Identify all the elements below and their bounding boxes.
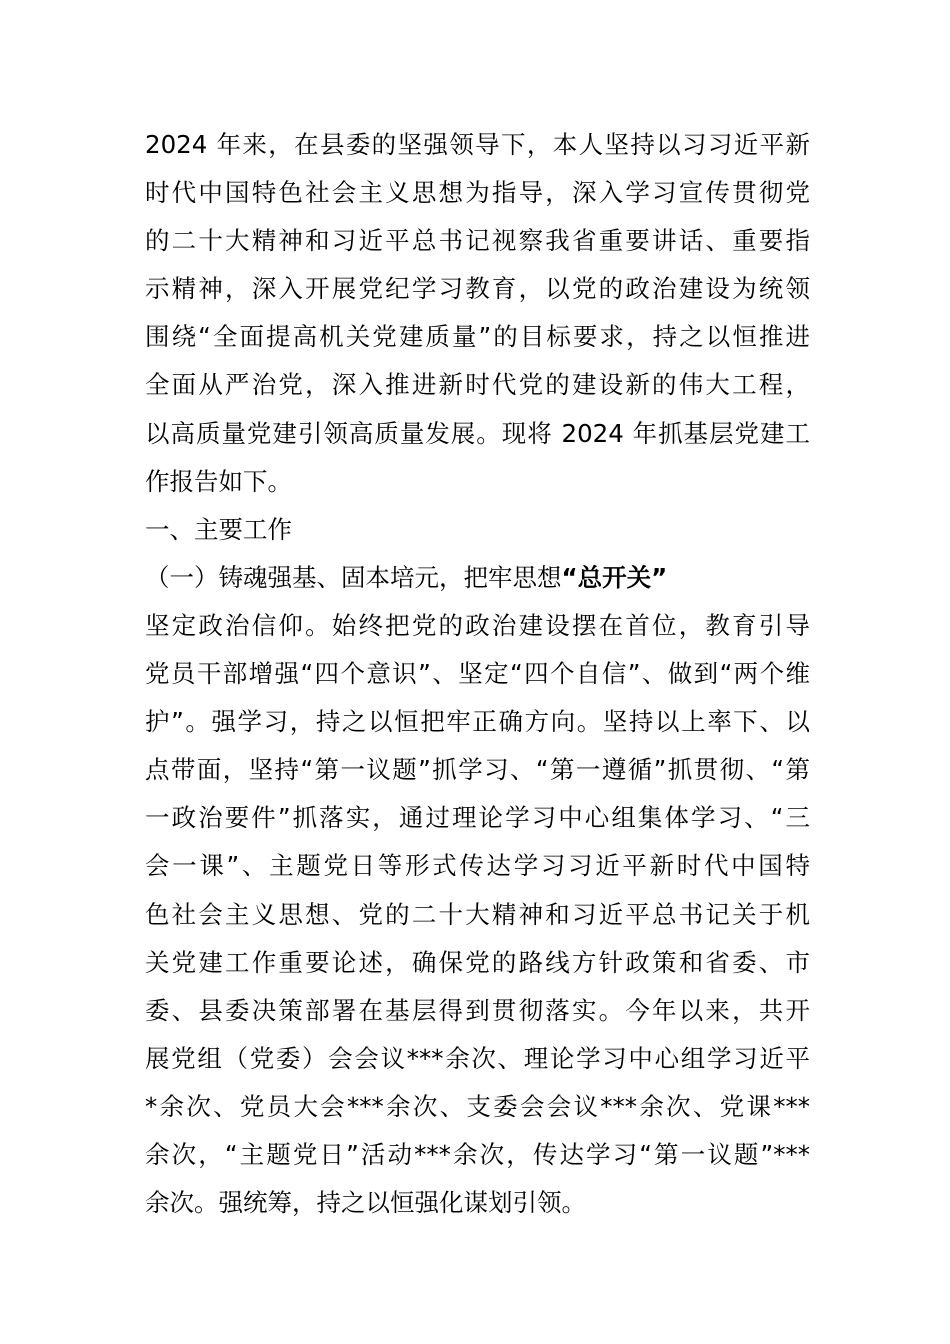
document-text (145, 121, 810, 1227)
body-line: 点带面，坚持“第一议题”抓学习、“第一遵循”抓贯彻、“第 (145, 755, 810, 785)
body-line: 委、县委决策部署在基层得到贯彻落实。今年以来，共开 (145, 995, 810, 1025)
intro-line: 时代中国特色社会主义思想为指导，深入学习宣传贯彻党 (145, 178, 810, 208)
intro-line: 的二十大精神和习近平总书记视察我省重要讲话、重要指 (145, 226, 810, 256)
intro-line: 围绕“全面提高机关党建质量”的目标要求，持之以恒推进 (145, 322, 810, 352)
body-line: 会一课”、主题党日等形式传达学习习近平新时代中国特 (145, 851, 810, 881)
body-line: 关党建工作重要论述，确保党的路线方针政策和省委、市 (145, 947, 810, 977)
intro-line: 示精神，深入开展党纪学习教育，以党的政治建设为统领 (145, 274, 810, 304)
intro-line: 全面从严治党，深入推进新时代党的建设新的伟大工程， (145, 370, 810, 400)
body-line: 护”。强学习，持之以恒把牢正确方向。坚持以上率下、以 (145, 707, 810, 737)
section-heading: 一、主要工作 (145, 514, 292, 544)
body-line: 余次。强统筹，持之以恒强化谋划引领。 (145, 1188, 586, 1218)
subsection-heading (145, 554, 810, 602)
body-line: 展党组（党委）会会议***余次、理论学习中心组学习近平 (145, 1043, 810, 1073)
subsection-heading-main: （一）铸魂强基、固本培元，把牢思想 (145, 562, 562, 592)
intro-line: 以高质量党建引领高质量发展。现将 2024 年抓基层党建工 (145, 418, 810, 448)
intro-line: 2024 年来，在县委的坚强领导下，本人坚持以习习近平新 (145, 130, 810, 159)
body-line: 坚定政治信仰。始终把党的政治建设摆在首位，教育引导 (145, 610, 810, 640)
body-line: 党员干部增强“四个意识”、坚定“四个自信”、做到“两个维 (145, 659, 810, 689)
subsection-heading-quote: “总开关” (561, 562, 668, 592)
body-line: 一政治要件”抓落实，通过理论学习中心组集体学习、“三 (145, 803, 810, 833)
intro-line: 作报告如下。 (145, 466, 292, 496)
body-line: *余次、党员大会***余次、支委会会议***余次、党课*** (145, 1091, 810, 1121)
body-line: 色社会主义思想、党的二十大精神和习近平总书记关于机 (145, 899, 810, 929)
body-line: 余次，“主题党日”活动***余次，传达学习“第一议题”*** (145, 1139, 810, 1169)
